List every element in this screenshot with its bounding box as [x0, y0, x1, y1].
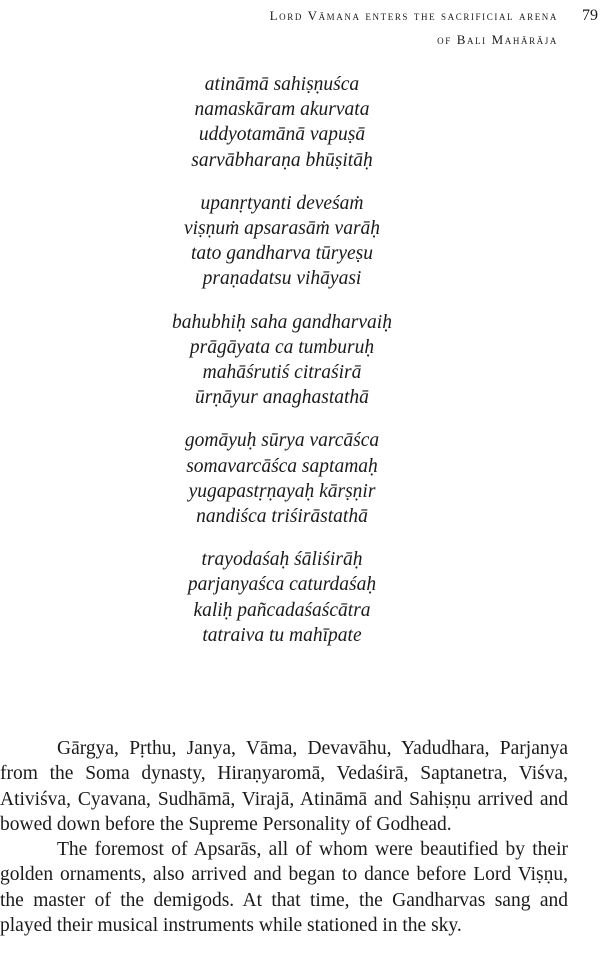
running-head: [0, 4, 558, 52]
verse-line: tatraiva tu mahīpate: [202, 624, 362, 646]
verse-line: somavarcāśca saptamaḥ: [186, 455, 378, 477]
verse-line: nandiśca triśirāstathā: [196, 506, 368, 528]
stanza: [0, 547, 564, 648]
stanza: [0, 310, 564, 411]
verse-line: namaskāram akurvata: [194, 99, 370, 121]
translation-text: [0, 736, 568, 938]
verse-line: praṇadatsu vihāyasi: [202, 268, 362, 290]
verse-line: viṣṇuṁ apsarasāṁ varāḥ: [183, 218, 381, 240]
verse-line: gomāyuḥ sūrya varcāśca: [184, 430, 380, 452]
verse-line: kaliḥ pañcadaśaścātra: [193, 599, 371, 621]
verse-line: tato gandharva tūryeṣu: [191, 243, 373, 265]
paragraph: The foremost of Apsarās, all of whom were beautified by their golden ornaments, also arrived and began to dance before Lord Viṣṇu, the master of the demigods. At that time, the Gandharvas sang and played their musical instruments while stationed in the sky.: [0, 839, 568, 937]
paragraph: Gārgya, Pṛthu, Janya, Vāma, Devavāhu, Yadudhara, Parjanya from the Soma dynasty, Hiraṇyaromā, Vedaśirā, Saptanetra, Viśva, Ativiśva, Cyavana, Sudhāmā, Virajā, Atināmā and Sahiṣṇu arrived and bowed down before the Supreme Personality of Godhead.: [0, 738, 568, 835]
running-head-subtitle: of Bali Mahārāja: [437, 32, 558, 47]
verse-line: upanṛtyanti deveśaṁ: [200, 192, 364, 214]
verse-line: ūrṇāyur anaghastathā: [195, 387, 369, 409]
verse-line: parjanyaśca caturdaśaḥ: [187, 574, 377, 596]
verse-line: atināmā sahiṣṇuśca: [204, 74, 360, 95]
stanza: [0, 191, 564, 292]
verse-line: mahāśrutiś citraśirā: [202, 362, 362, 384]
verse-line: bahubhiḥ saha gandharvaiḥ: [172, 311, 392, 333]
page-number: 79: [582, 7, 598, 24]
verse-line: uddyotamānā vapuṣā: [198, 124, 366, 146]
verse-line: yugapastṛṇayaḥ kārṣṇir: [188, 480, 376, 502]
stanza: [0, 428, 564, 529]
verse-line: trayodaśaḥ śāliśirāḥ: [201, 549, 363, 571]
verse-line: sarvābharaṇa bhūṣitāḥ: [191, 149, 373, 171]
stanza: [0, 72, 564, 173]
verse-block: [0, 72, 564, 666]
running-head-title: Lord Vāmana enters the sacrificial arena: [269, 8, 558, 23]
verse-line: prāgāyata ca tumburuḥ: [189, 336, 375, 358]
